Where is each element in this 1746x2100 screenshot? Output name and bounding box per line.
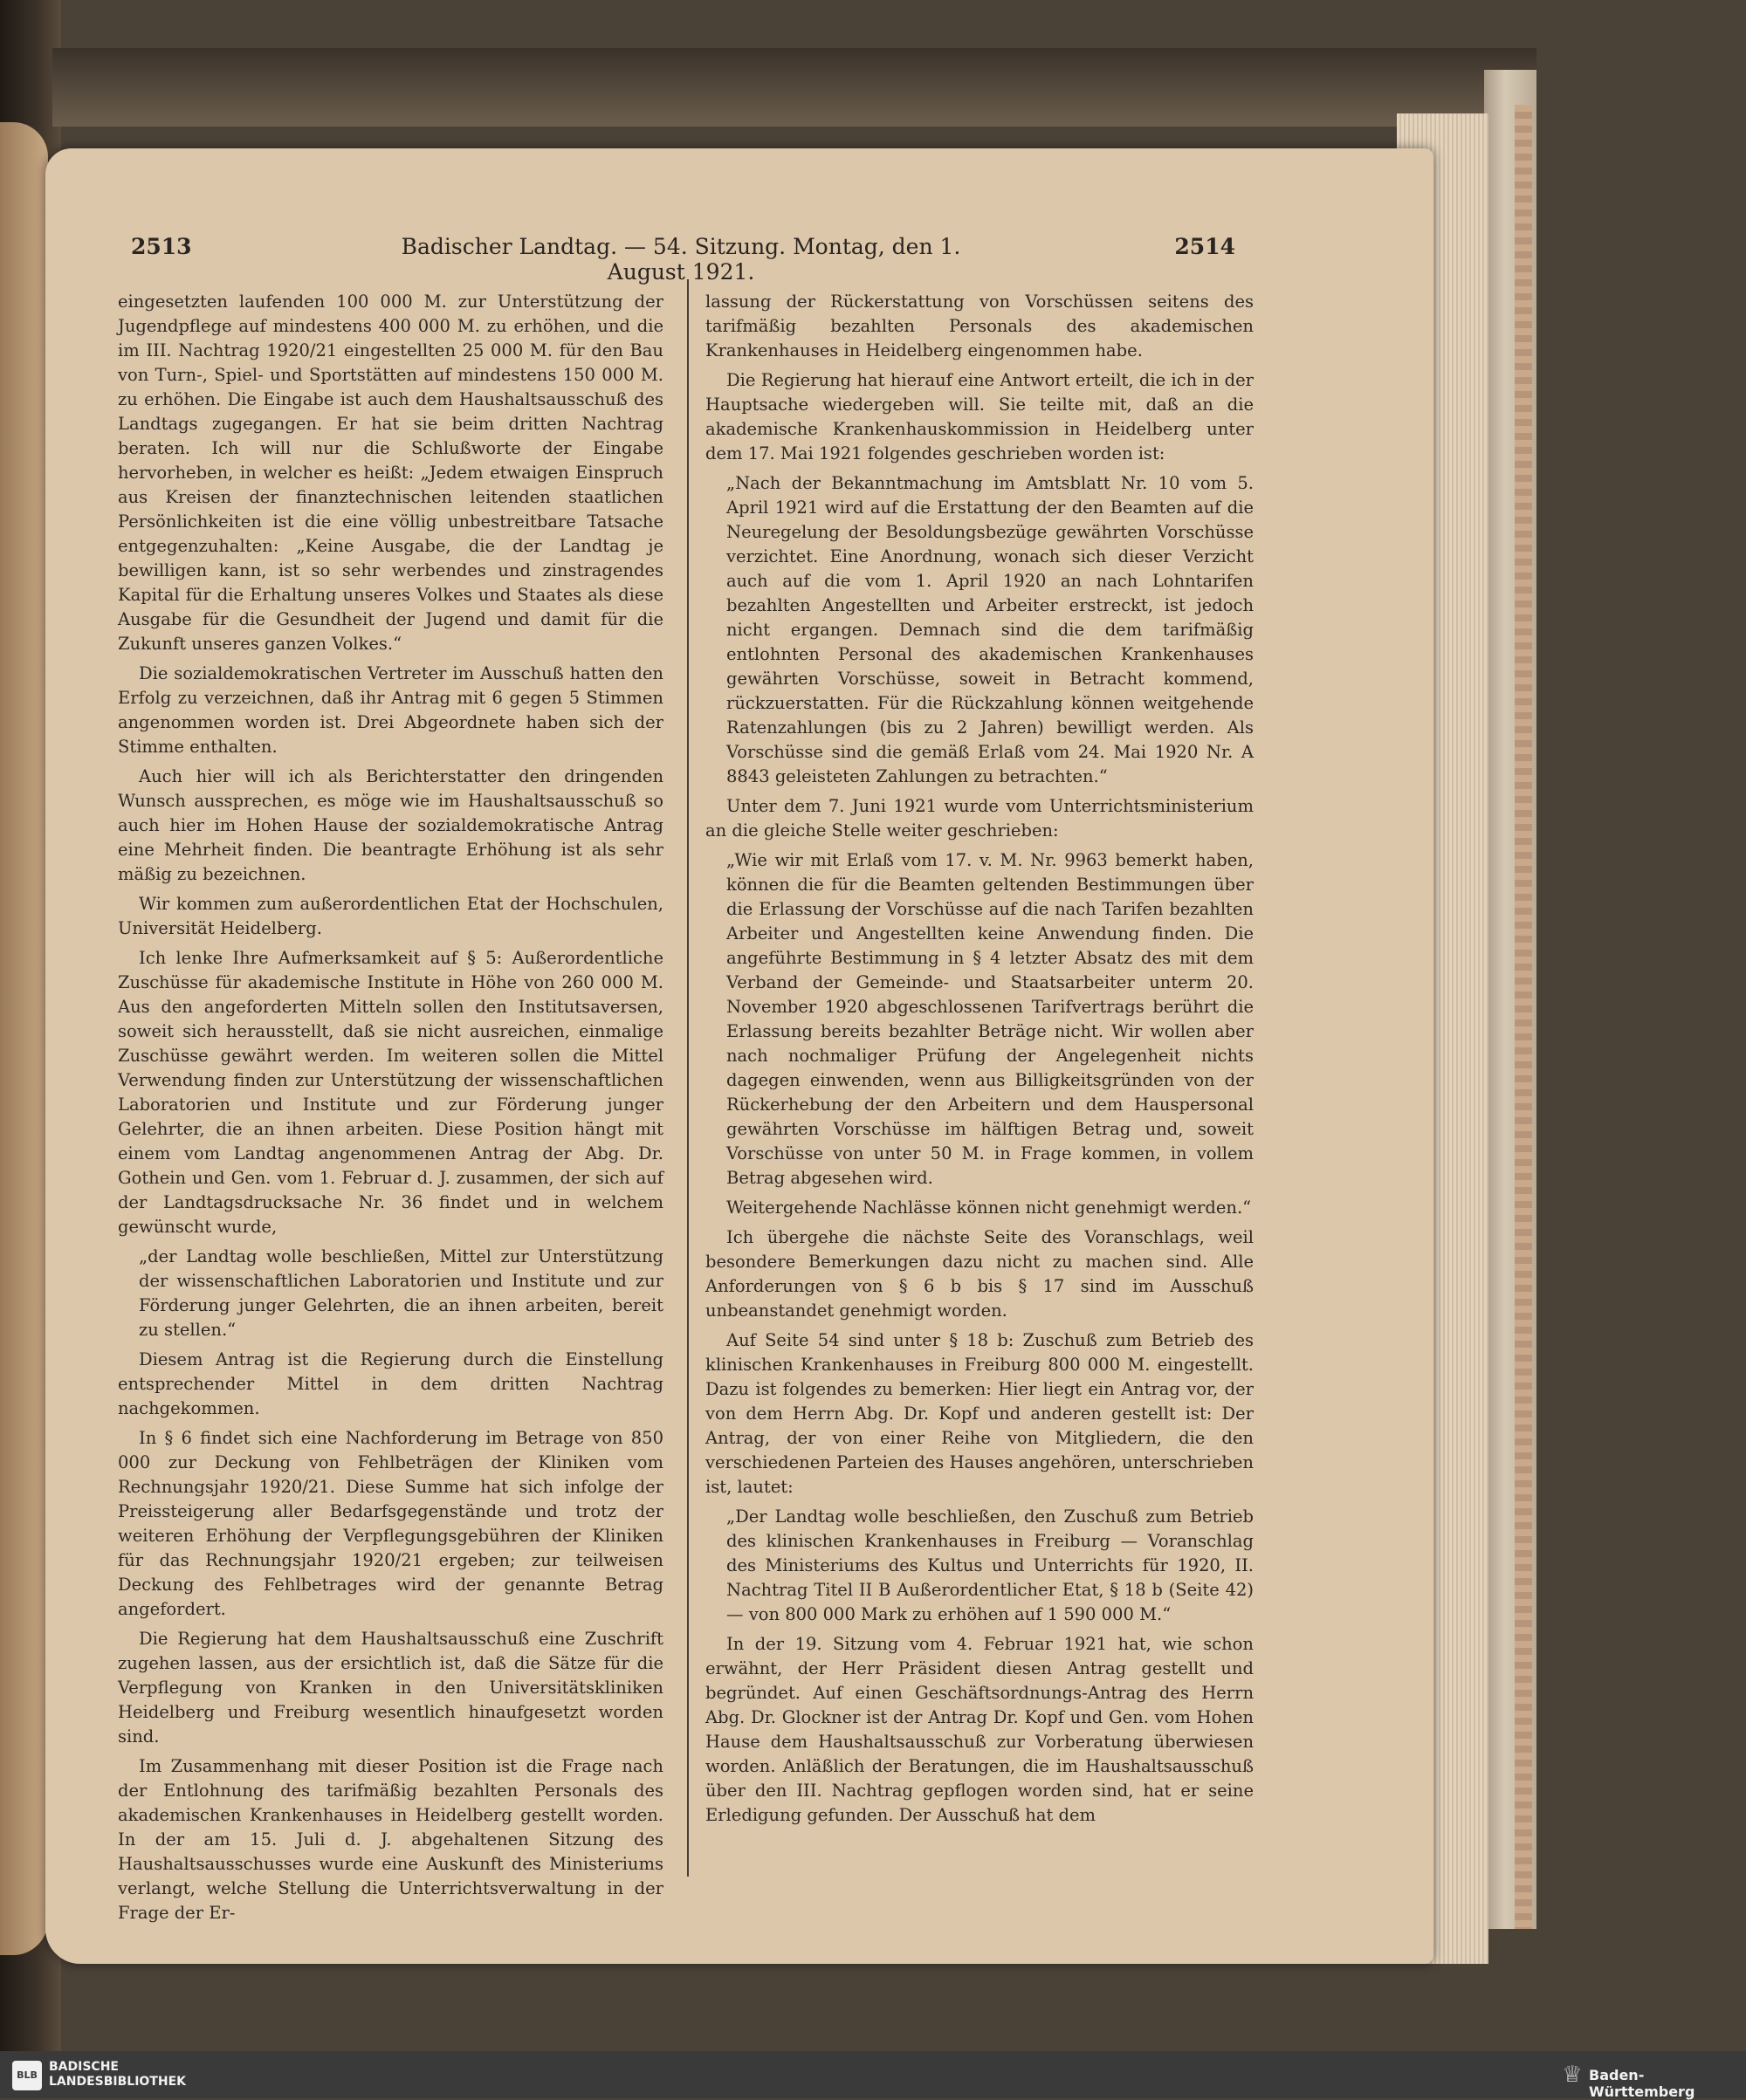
page-number-right: 2514 xyxy=(1174,234,1235,259)
state-name[interactable]: Baden-Württemberg xyxy=(1589,2067,1695,2100)
header-title: Badischer Landtag. — 54. Sitzung. Montag, den 1. August 1921. xyxy=(401,234,961,285)
quote-paragraph: „Wie wir mit Erlaß vom 17. v. M. Nr. 9963 bemerkt haben, können die für die Beamten geltenden Bestimmungen über die Erlassung der Vorschüsse auf die nach Tarifen bezahlten Arbeiter und Angestellten keine Anwendung finden. Die angeführte Bestimmung in § 4 letzter Absatz des mit dem Verband der Gemeinde- und Staatsarbeiter unterm 20. November 1920 abgeschlossenen Tarifvertrags berührt die Erlassung bereits bezahlter Beträge nicht. Wir wollen aber nach nochmaliger Prüfung der Angelegenheit nichts dagegen einwenden, wenn aus Billigkeitsgründen von der Rückerhebung der den Arbeitern und dem Hauspersonal gewährten Vorschüsse im hälftigen Betrag und, soweit Vorschüsse von unter 50 M. in Frage kommen, in vollem Betrag abgesehen wird. xyxy=(726,850,1254,1188)
paragraph: Die sozialdemokratischen Vertreter im Ausschuß hatten den Erfolg zu verzeichnen, daß ihr Antrag mit 6 gegen 5 Stimmen angenommen worden ist. Drei Abgeordnete haben sich der Stimme enthalten. xyxy=(118,663,663,757)
quote-paragraph: „Nach der Bekanntmachung im Amtsblatt Nr. 10 vom 5. April 1921 wird auf die Erstattung der den Beamten auf die Neuregelung der Besoldungsbezüge gewährten Vorschüsse verzichtet. Eine Anordnung, wonach sich dieser Verzicht auch auf die vom 1. April 1920 an nach Lohntarifen bezahlten Angestellten und Arbeiter erstreckt, ist jedoch nicht ergangen. Demnach sind die dem tarifmäßig entlohnten Personal des akademischen Krankenhauses gewährten Vorschüsse, soweit in Betracht kommend, rückzuerstatten. Für die Rückzahlung können weitgehende Ratenzahlungen (bis zu 2 Jahren) bewilligt werden. Als Vorschüsse sind die gemäß Erlaß vom 24. Mai 1920 Nr. A 8843 geleisteten Zahlungen zu betrachten.“ xyxy=(726,473,1254,786)
library-name-line2: LANDESBIBLIOTHEK xyxy=(49,2075,187,2089)
left-page-curl xyxy=(0,122,48,1955)
paragraph: Auch hier will ich als Berichterstatter den dringenden Wunsch aussprechen, es möge wie im Haushaltsausschuß so auch hier im Hohen Hause der sozialdemokratische Antrag eine Mehrheit finden. Die beantragte Erhöhung ist als sehr mäßig zu bezeichnen. xyxy=(118,766,663,884)
paragraph: eingesetzten laufenden 100 000 M. zur Unterstützung der Jugendpflege auf mindestens 400 000 M. zu erhöhen, und die im III. Nachtrag 1920/21 eingestellten 25 000 M. für den Bau von Turn-, Spiel- und Sportstätten auf mindestens 150 000 M. zu erhöhen. Die Eingabe ist auch dem Haushaltsausschuß des Landtags zugegangen. Er hat sie beim dritten Nachtrag beraten. Ich will nur die Schlußworte der Eingabe hervorheben, in welcher es heißt: „Jedem etwaigen Einspruch aus Kreisen der finanztechnischen leitenden staatlichen Persönlichkeiten ist die eine völlig unbestreitbare Tatsache entgegenzuhalten: „Keine Ausgabe, die der Landtag je bewilligen kann, ist so sehr werbendes und zinstragendes Kapital für die Erhaltung unseres Volkes und Staates als diese Ausgabe für die Gesundheit der Jugend und damit für die Zukunft unseres ganzen Volkes.“ xyxy=(118,292,663,654)
paragraph: In § 6 findet sich eine Nachforderung im Betrage von 850 000 zur Deckung von Fehlbeträgen der Kliniken vom Rechnungsjahr 1920/21. Diese Summe hat sich infolge der Preissteigerung aller Bedarfsgegenstände und trotz der weiteren Erhöhung der Verpflegungsgebühren der Kliniken für das Rechnungsjahr 1920/21 ergeben; zur teilweisen Deckung des Fehlbetrages wird der genannte Betrag angefordert. xyxy=(118,1428,663,1619)
quote-paragraph: Weitergehende Nachlässe können nicht genehmigt werden.“ xyxy=(726,1198,1252,1218)
page-number-left: 2513 xyxy=(131,234,192,259)
footer-bar xyxy=(0,2051,1746,2098)
paragraph: Auf Seite 54 sind unter § 18 b: Zuschuß zum Betrieb des klinischen Krankenhauses in Freiburg 800 000 M. eingestellt. Dazu ist folgendes zu bemerken: Hier liegt ein Antrag vor, der von dem Herrn Abg. Dr. Kopf und anderen gestellt ist: Der Antrag, der von einer Reihe von Mitgliedern, die den verschiedenen Parteien des Hauses angehören, unterschrieben ist, lautet: xyxy=(705,1330,1254,1497)
coat-of-arms-icon[interactable]: ♕ xyxy=(1562,2062,1583,2088)
library-name-line1: BADISCHE xyxy=(49,2060,119,2074)
paragraph: Diesem Antrag ist die Regierung durch die Einstellung entsprechender Mittel in dem dritten Nachtrag nachgekommen. xyxy=(118,1349,663,1418)
paragraph: Unter dem 7. Juni 1921 wurde vom Unterrichtsministerium an die gleiche Stelle weiter geschrieben: xyxy=(705,796,1254,841)
paragraph: Im Zusammenhang mit dieser Position ist die Frage nach der Entlohnung des tarifmäßig bezahlten Personals des akademischen Krankenhauses in Heidelberg gestellt worden. In der am 15. Juli d. J. abgehaltenen Sitzung des Haushaltsausschusses wurde eine Auskunft des Ministeriums verlangt, welche Stellung die Unterrichtsverwaltung in der Frage der Er- xyxy=(118,1756,663,1923)
running-header xyxy=(131,234,1235,285)
left-text-column xyxy=(118,290,663,1923)
paragraph: Wir kommen zum außerordentlichen Etat der Hochschulen, Universität Heidelberg. xyxy=(118,894,663,938)
quote-paragraph: „der Landtag wolle beschließen, Mittel zur Unterstützung der wissenschaftlichen Laboratorien und Institute und zur Förderung junger Gelehrten, die an ihnen arbeiten, bereit zu stellen.“ xyxy=(139,1246,663,1340)
library-name[interactable] xyxy=(49,2060,186,2090)
quote-paragraph: „Der Landtag wolle beschließen, den Zuschuß zum Betrieb des klinischen Krankenhauses in Freiburg — Voranschlag des Ministeriums des Kultus und Unterrichts für 1920, II. Nachtrag Titel II B Außerordentlicher Etat, § 18 b (Seite 42) — von 800 000 Mark zu erhöhen auf 1 590 000 M.“ xyxy=(726,1506,1254,1624)
right-text-column xyxy=(705,290,1254,1878)
paragraph: lassung der Rückerstattung von Vorschüssen seitens des tarifmäßig bezahlten Personals des akademischen Krankenhauses in Heidelberg eingenommen habe. xyxy=(705,292,1254,360)
paragraph: Die Regierung hat dem Haushaltsausschuß eine Zuschrift zugehen lassen, aus der ersichtlich ist, daß die Sätze für die Verpflegung von Kranken in den Universitätskliniken Heidelberg und Freiburg wesentlich hinaufgesetzt worden sind. xyxy=(118,1629,663,1747)
paragraph: In der 19. Sitzung vom 4. Februar 1921 hat, wie schon erwähnt, der Herr Präsident diesen Antrag gestellt und begründet. Auf einen Geschäftsordnungs-Antrag des Herrn Abg. Dr. Glockner ist der Antrag Dr. Kopf und Gen. vom Hohen Hause dem Haushaltsausschuß zur Vorberatung überwiesen worden. Anläßlich der Beratungen, die im Haushaltsausschuß über den III. Nachtrag gepflogen worden sind, hat er seine Erledigung gefunden. Der Ausschuß hat dem xyxy=(705,1634,1254,1825)
paragraph: Ich übergehe die nächste Seite des Voranschlags, weil besondere Bemerkungen dazu nicht zu machen sind. Alle Anforderungen von § 6 b bis § 17 sind im Ausschuß unbeanstandet genehmigt worden. xyxy=(705,1227,1254,1321)
paragraph: Ich lenke Ihre Aufmerksamkeit auf § 5: Außerordentliche Zuschüsse für akademische Institute in Höhe von 260 000 M. Aus den angeforderten Mitteln sollen den Institutsaversen, soweit sich herausstellt, daß sie nicht ausreichen, einmalige Zuschüsse gewährt werden. Im weiteren sollen die Mittel Verwendung finden zur Unterstützung der wissenschaftlichen Laboratorien und Institute und zur Förderung junger Gelehrter, die an ihnen arbeiten. Diese Position hängt mit einem vom Landtag angenommenen Antrag der Abg. Dr. Gothein und Gen. vom 1. Februar d. J. zusammen, der sich auf der Landtagsdrucksache Nr. 36 findet und in welchem gewünscht wurde, xyxy=(118,948,663,1237)
book-cover-top xyxy=(52,48,1536,127)
blb-logo-icon[interactable]: BLB xyxy=(12,2061,42,2090)
book-cover-marbled-edge xyxy=(1515,105,1532,1929)
column-divider xyxy=(687,279,689,1877)
paragraph: Die Regierung hat hierauf eine Antwort erteilt, die ich in der Hauptsache wiedergeben will. Sie teilte mit, daß an die akademische Krankenhauskommission in Heidelberg unter dem 17. Mai 1921 folgendes geschrieben worden ist: xyxy=(705,370,1254,463)
